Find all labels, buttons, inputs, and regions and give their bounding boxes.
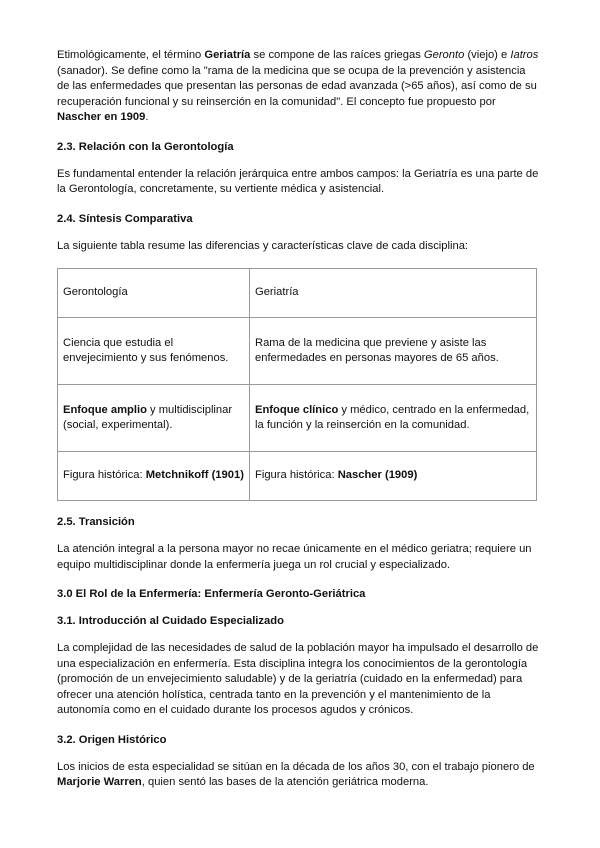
term-geronto: Geronto [423,49,465,61]
document-page [57,48,541,805]
heading-3-1: 3.1. Introducción al Cuidado Especializado [57,615,284,627]
comparison-table [57,268,537,501]
term-nascher: Nascher en 1909 [57,111,146,123]
paragraph-origen [57,760,541,791]
heading-3-2: 3.2. Origen Histórico [57,733,167,746]
text: Etimológicamente, el término [57,49,205,61]
table-row [58,318,537,385]
bold-text: Enfoque clínico [255,403,339,416]
text: se compone de las raíces griegas [250,49,424,61]
table-cell: Geriatría [250,269,537,318]
heading-2-3: 2.3. Relación con la Gerontología [57,140,234,153]
heading-3-0: 3.0 El Rol de la Enfermería: Enfermería Geronto-Geriátrica [57,588,366,600]
heading-2-4: 2.4. Síntesis Comparativa [57,212,193,225]
paragraph-transicion: La atención integral a la persona mayor no recae únicamente en el médico geriatra; requiere un equipo multidisciplinar donde la enfermería juega un rol crucial y especializado. [57,543,532,571]
table-cell: Rama de la medicina que previene y asiste las enfermedades en personas mayores de 65 años. [250,318,537,385]
table-cell [58,452,250,501]
table-cell [250,385,537,452]
table-row [58,269,537,318]
table-row [58,452,537,501]
text: (viejo) e [464,49,511,61]
bold-text: Nascher (1909) [337,469,418,482]
paragraph-cuidado: La complejidad de las necesidades de salud de la población mayor ha impulsado el desarrollo de una especialización en enfermería. Esta disciplina integra los conocimientos de la gerontología (promoción de un envejecimiento saludable) y de la geriatría (cuidado en la enfermedad) para ofrecer una atención holística, centrada tanto en la prevención y el mantenimiento de la autonomía como en el cuidado durante los procesos agudos y crónicos. [57,642,539,716]
bold-text: Metchnikoff (1901) [145,469,244,482]
table-cell: Ciencia que estudia el envejecimiento y sus fenómenos. [58,318,250,385]
table-cell: Gerontología [58,269,250,318]
table-cell [58,385,250,452]
table-row [58,385,537,452]
paragraph-relacion: Es fundamental entender la relación jerárquica entre ambos campos: la Geriatría es una parte de la Gerontología, concretamente, su vertiente médica y asistencial. [57,167,539,195]
term-geriatria: Geriatría [204,49,251,61]
paragraph-tabla-intro: La siguiente tabla resume las diferencias y características clave de cada disciplina: [57,239,469,252]
text: y médico, centrado en la enfermedad, la función y la reinserción en la comunidad. [255,403,530,431]
text: Figura histórica: [63,469,146,482]
text: Figura histórica: [255,469,338,482]
text: . [145,111,149,123]
name-marjorie-warren: Marjorie Warren [57,776,142,788]
bold-text: Enfoque amplio [63,403,147,416]
text: (sanador). Se define como la "rama de la medicina que se ocupa de la prevención y asistencia de las enfermedades que presentan las personas de edad avanzada (>65 años), así como de su recuperación funcional y su reinserción en la comunidad". El concepto fue propuesto por [57,64,537,108]
text: , quien sentó las bases de la atención geriátrica moderna. [141,776,429,788]
heading-2-5: 2.5. Transición [57,516,135,528]
text: Los inicios de esta especialidad se sitúan en la década de los años 30, con el trabajo pionero de [57,760,535,773]
text: y multidisciplinar (social, experimental). [63,403,233,431]
paragraph-geriatria-definition [57,48,541,126]
table-cell [250,452,537,501]
term-iatros: Iatros [510,49,539,61]
